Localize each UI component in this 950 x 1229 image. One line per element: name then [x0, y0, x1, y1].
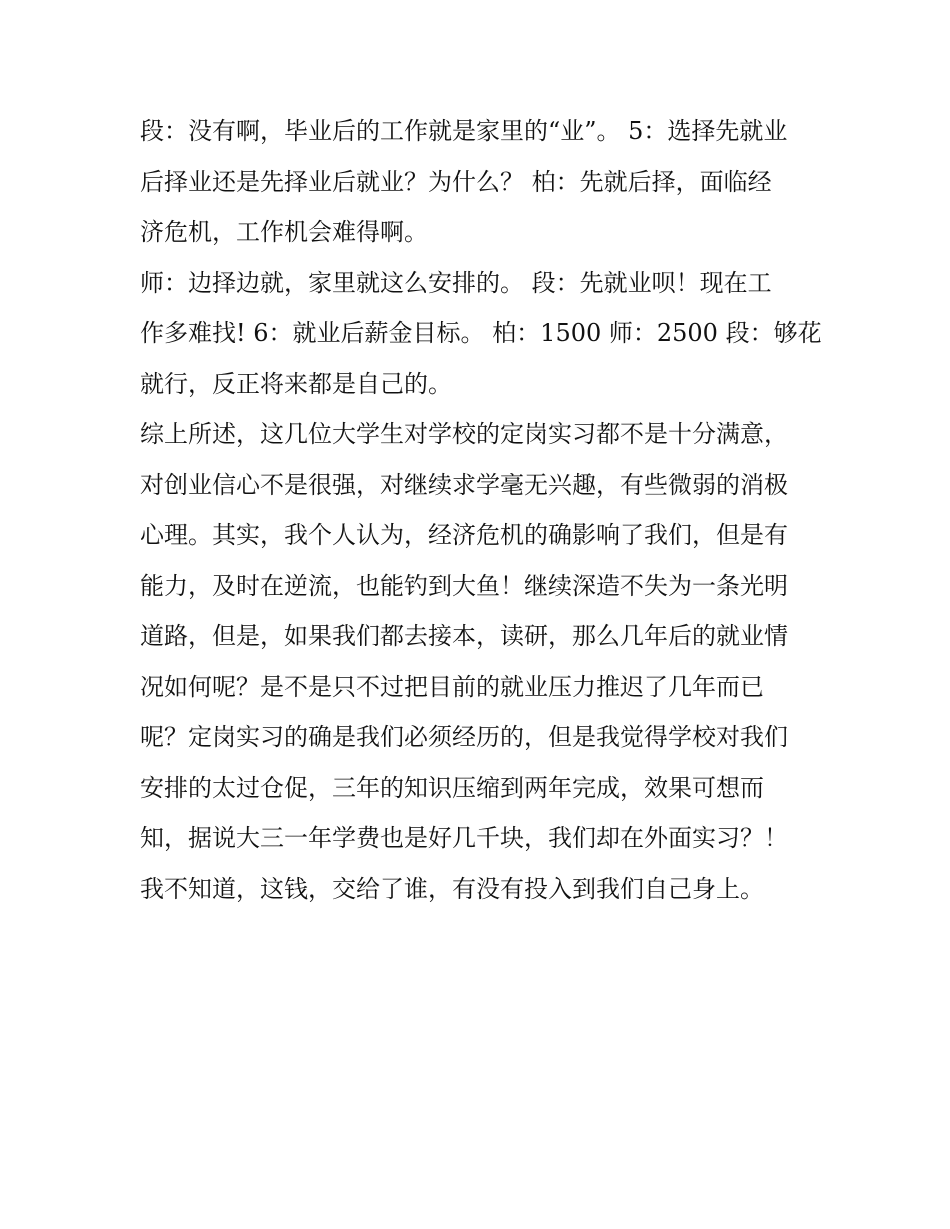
text-line: 师：边择边就，家里就这么安排的。 段：先就业呗！现在工 [140, 268, 772, 297]
text-line: 就行，反正将来都是自己的。 [140, 369, 452, 398]
text-line: 综上所述，这几位大学生对学校的定岗实习都不是十分满意， [140, 420, 788, 448]
text-line: 呢？定岗实习的确是我们必须经历的，但是我觉得学校对我们 [140, 723, 788, 751]
text-line: 能力，及时在逆流，也能钓到大鱼！继续深造不失为一条光明 [140, 571, 788, 600]
text-line: 作多难找! 6：就业后薪金目标。 柏：1500 师：2500 段：够花 [140, 319, 822, 347]
text-line: 对创业信心不是很强，对继续求学毫无兴趣，有些微弱的消极 [140, 470, 788, 499]
text-line: 济危机，工作机会难得啊。 [140, 218, 428, 246]
text-line: 道路，但是，如果我们都去接本，读研，那么几年后的就业情 [140, 622, 788, 650]
text-line: 我不知道，这钱，交给了谁，有没有投入到我们自己身上。 [140, 874, 764, 903]
text-line: 况如何呢？是不是只不过把目前的就业压力推迟了几年而已 [140, 672, 764, 701]
document-body [140, 106, 820, 914]
text-line: 安排的太过仓促，三年的知识压缩到两年完成，效果可想而 [140, 773, 764, 802]
text-line: 后择业还是先择业后就业？为什么？ 柏：先就后择，面临经 [140, 167, 772, 196]
text-line: 知，据说大三一年学费也是好几千块，我们却在外面实习？！ [140, 824, 788, 852]
text-line: 段：没有啊，毕业后的工作就是家里的“业”。 5：选择先就业 [140, 117, 788, 145]
text-line: 心理。其实，我个人认为，经济危机的确影响了我们，但是有 [140, 521, 788, 549]
